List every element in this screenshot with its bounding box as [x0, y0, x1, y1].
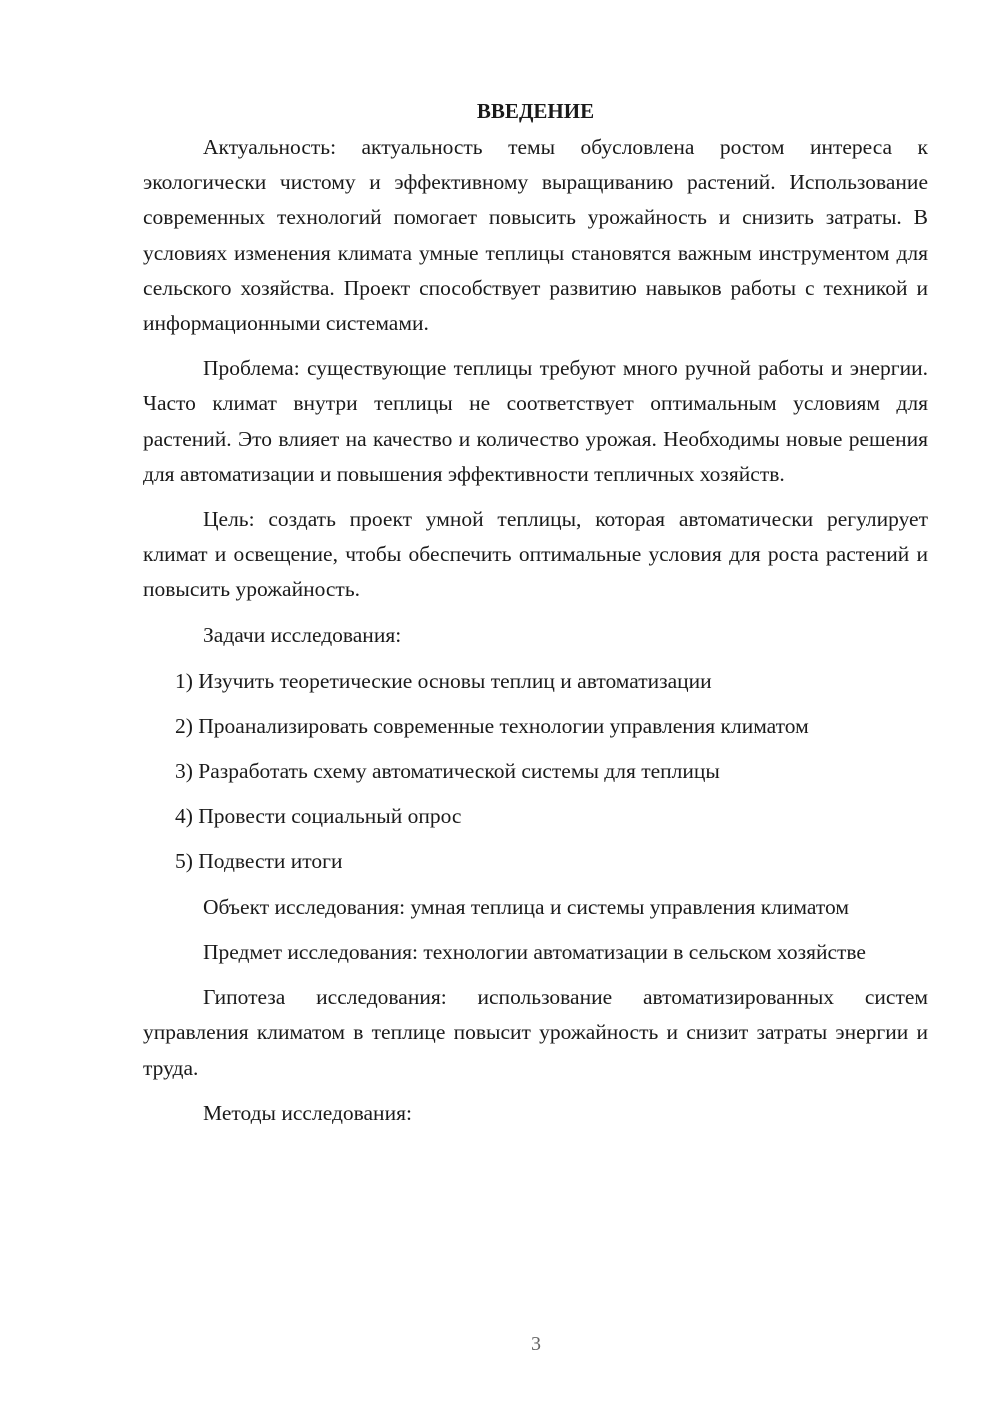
page-number: 3 — [531, 1333, 541, 1355]
task-item: 5) Подвести итоги — [175, 848, 343, 873]
problem-paragraph: Проблема: существующие теплицы требуют много ручной работы и энергии. Часто климат внутри теплицы не соответствует оптимальным условиям для растений. Это влияет на качество и количество урожая. Необходимы новые решения для автоматизации и повышения эффективности тепличных хозяйств. — [143, 356, 928, 486]
task-item: 4) Провести социальный опрос — [175, 803, 462, 828]
task-item: 2) Проанализировать современные технологии управления климатом — [175, 713, 809, 738]
goal-paragraph: Цель: создать проект умной теплицы, которая автоматически регулирует климат и освещение, чтобы обеспечить оптимальные условия для роста растений и повысить урожайность. — [143, 507, 928, 602]
tasks-list — [143, 659, 928, 884]
document-page — [143, 96, 928, 1131]
task-item: 1) Изучить теоретические основы теплиц и автоматизации — [175, 668, 712, 693]
page-title: ВВЕДЕНИЕ — [476, 99, 595, 123]
tasks-heading: Задачи исследования: — [203, 622, 402, 647]
task-item: 3) Разработать схему автоматической системы для теплицы — [175, 758, 720, 783]
research-object-paragraph: Объект исследования: умная теплица и системы управления климатом — [203, 894, 849, 919]
research-subject-paragraph: Предмет исследования: технологии автоматизации в сельском хозяйстве — [203, 940, 866, 965]
research-hypothesis-paragraph: Гипотеза исследования: использование автоматизированных систем управления климатом в теплице повысит урожайность и снизит затраты энергии и труда. — [143, 985, 928, 1080]
research-methods-paragraph: Методы исследования: — [203, 1100, 412, 1125]
relevance-paragraph: Актуальность: актуальность темы обусловлена ростом интереса к экологически чистому и эффективному выращиванию растений. Использование современных технологий помогает повысить урожайность и снизить затраты. В условиях изменения климата умные теплицы становятся важным инструментом для сельского хозяйства. Проект способствует развитию навыков работы с техникой и информационными системами. — [143, 135, 928, 336]
